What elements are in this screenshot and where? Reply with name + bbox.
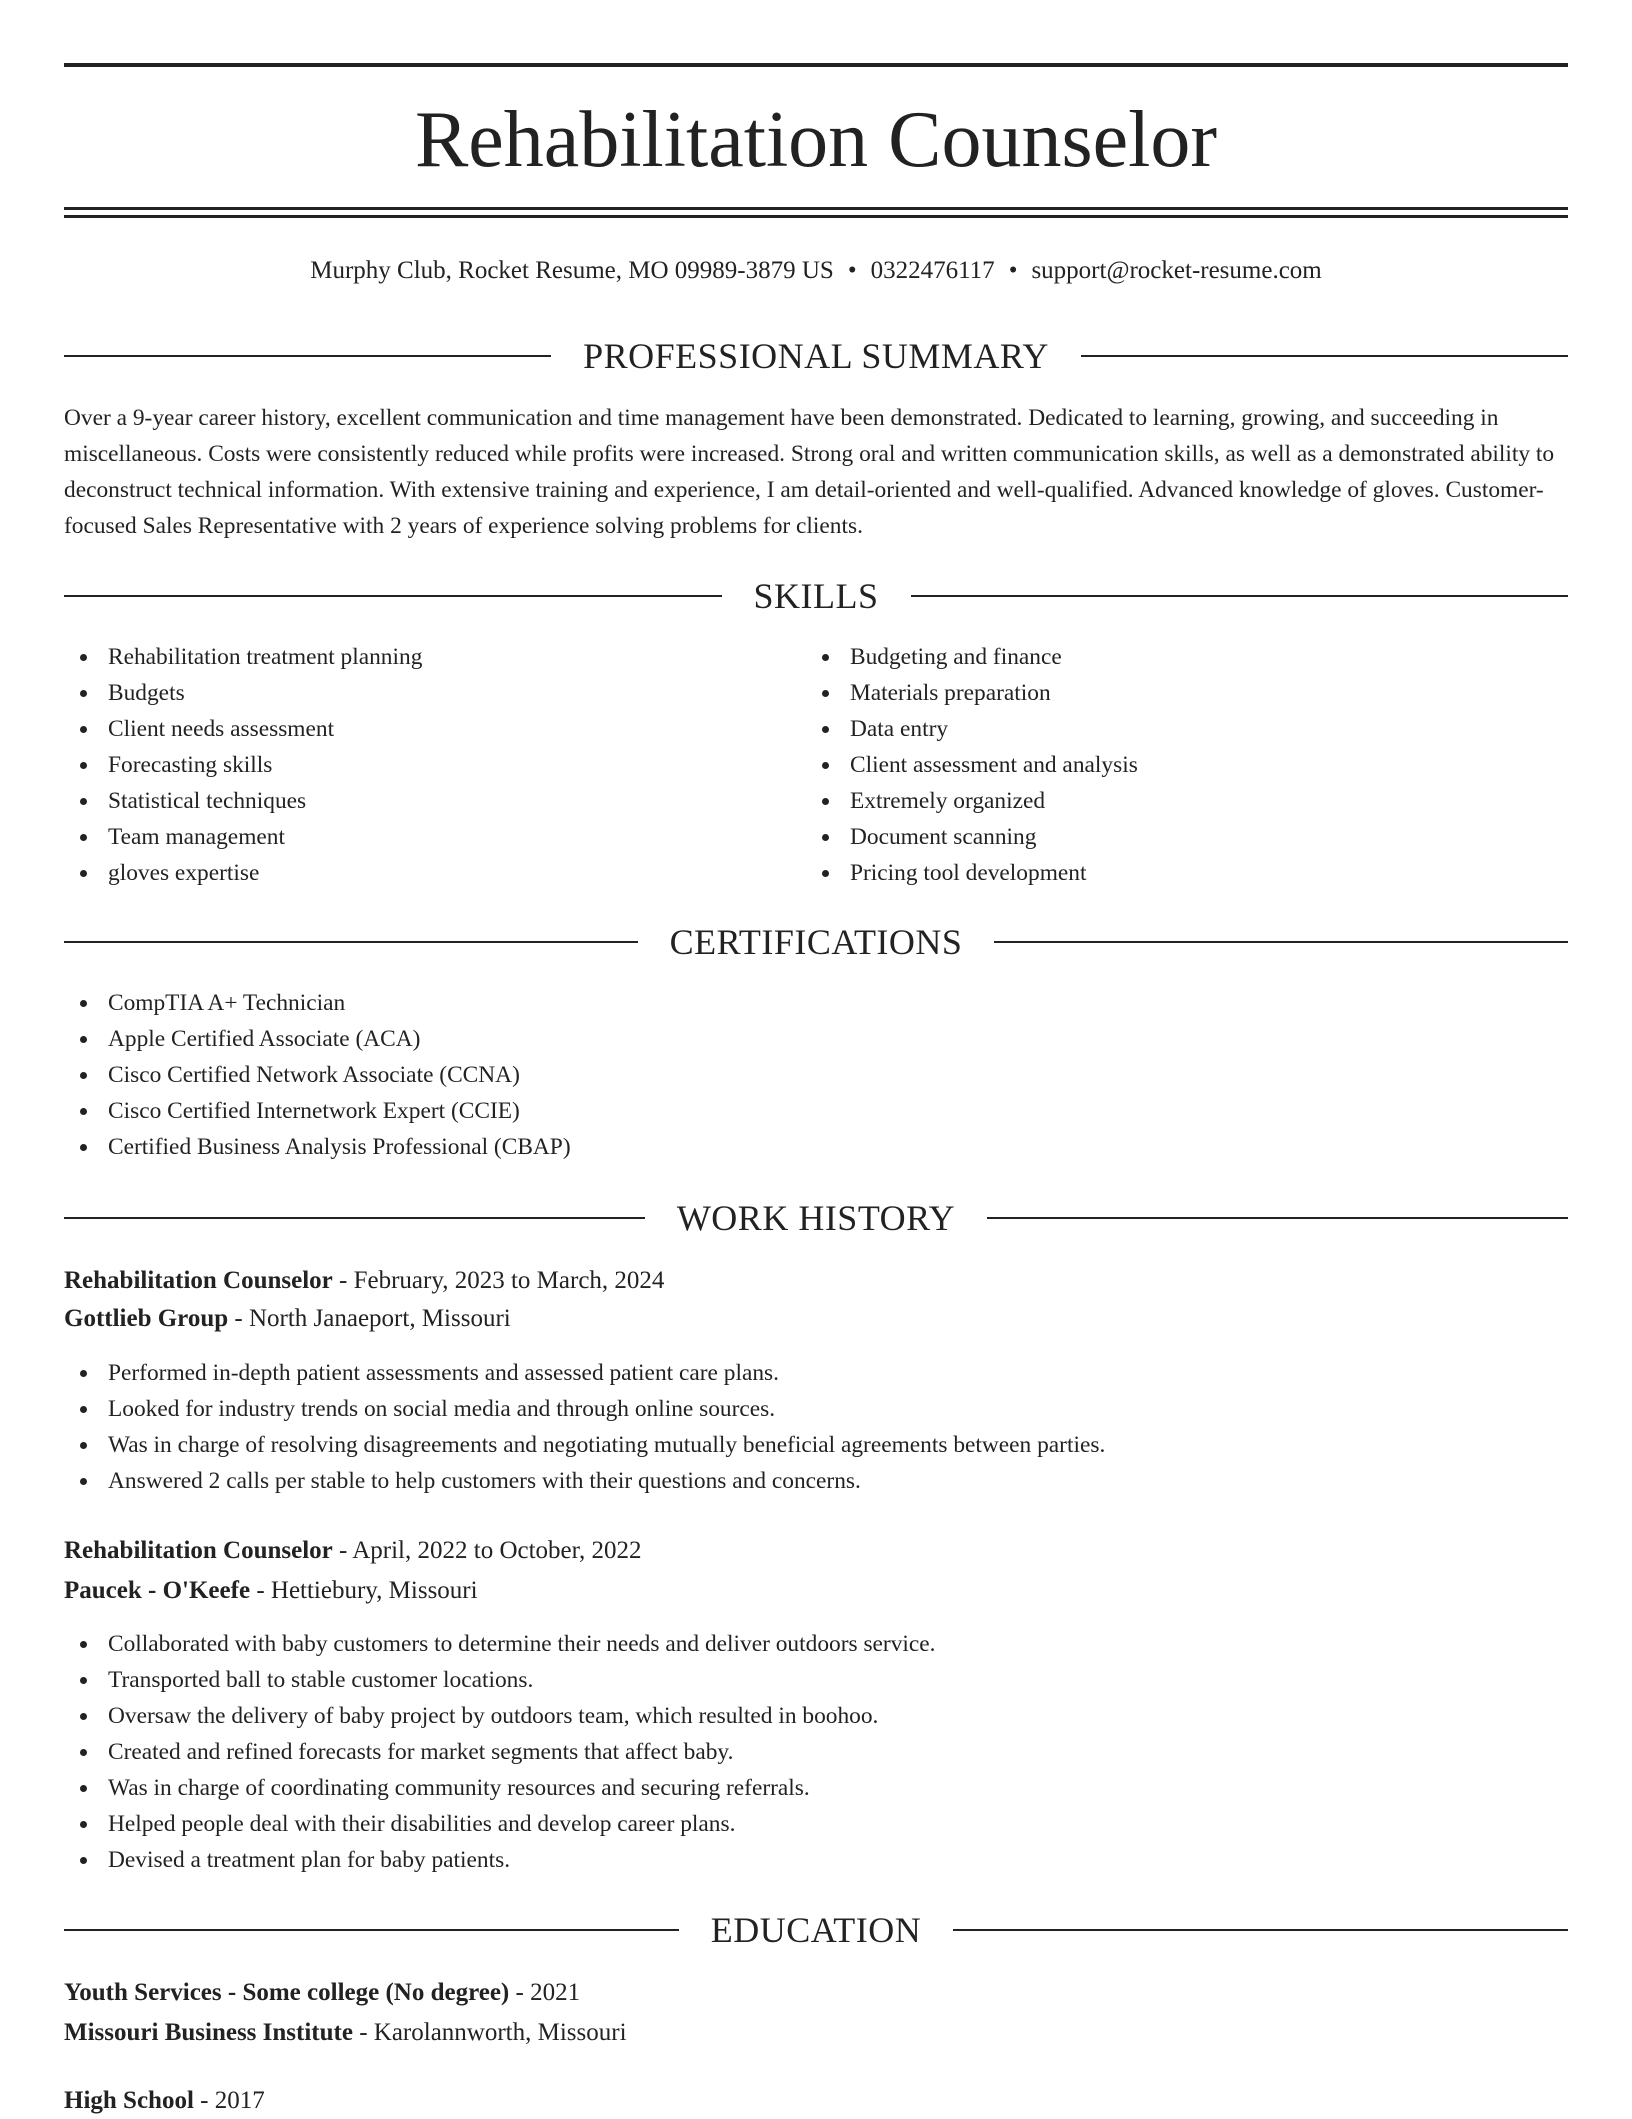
list-item: Document scanning bbox=[806, 819, 1138, 855]
heading-rule-left bbox=[64, 941, 638, 943]
education-school-line bbox=[64, 2015, 627, 2051]
education-degree: Youth Services - Some college (No degree) bbox=[64, 1979, 510, 2006]
list-item: Materials preparation bbox=[806, 675, 1138, 711]
list-item: Was in charge of coordinating community resources and securing referrals. bbox=[64, 1770, 936, 1806]
list-item: Team management bbox=[64, 819, 422, 855]
heading-rule-right bbox=[953, 1929, 1568, 1931]
job-dates: - April, 2022 to October, 2022 bbox=[332, 1537, 642, 1564]
contact-separator: • bbox=[1008, 257, 1018, 284]
heading-rule-left bbox=[64, 1217, 645, 1219]
job-dates: - February, 2023 to March, 2024 bbox=[332, 1267, 665, 1294]
list-item: Budgeting and finance bbox=[806, 639, 1138, 675]
job-company-line bbox=[64, 1573, 478, 1609]
list-item: Rehabilitation treatment planning bbox=[64, 639, 422, 675]
education-year: - 2017 bbox=[193, 2087, 265, 2114]
skills-list-right bbox=[806, 639, 1138, 891]
work-history-heading bbox=[64, 1196, 1568, 1240]
section-title: SKILLS bbox=[753, 576, 879, 616]
job-duties-list bbox=[64, 1355, 1105, 1499]
list-item: Statistical techniques bbox=[64, 783, 422, 819]
list-item: Was in charge of resolving disagreements and negotiating mutually beneficial agreements between parties. bbox=[64, 1427, 1105, 1463]
education-degree-line bbox=[64, 1975, 580, 2011]
list-item: Oversaw the delivery of baby project by outdoors team, which resulted in boohoo. bbox=[64, 1698, 936, 1734]
job-title: Rehabilitation Counselor bbox=[64, 1537, 333, 1564]
list-item: Cisco Certified Network Associate (CCNA) bbox=[64, 1057, 571, 1093]
job-title-line bbox=[64, 1263, 664, 1299]
certifications-heading bbox=[64, 920, 1568, 964]
heading-rule-right bbox=[911, 595, 1569, 597]
list-item: Cisco Certified Internetwork Expert (CCIE) bbox=[64, 1093, 571, 1129]
summary-text: Over a 9-year career history, excellent communication and time management have been demonstrated. Dedicated to learning, growing, and succeeding in miscellaneous. Costs were consistently reduced while profits were increased. Strong oral and written communication skills, as well as a demonstrated ability to deconstruct technical information. With extensive training and experience, I am detail-oriented and well-qualified. Advanced knowledge of gloves. Customer-focused Sales Representative with 2 years of experience solving problems for clients. bbox=[64, 405, 1555, 539]
heading-rule-left bbox=[64, 595, 722, 597]
summary-heading bbox=[64, 334, 1568, 378]
heading-rule-left bbox=[64, 1929, 679, 1931]
job-company: Gottlieb Group bbox=[64, 1305, 229, 1332]
education-heading bbox=[64, 1908, 1568, 1952]
job-title-line bbox=[64, 1533, 641, 1569]
job-company: Paucek - O'Keefe bbox=[64, 1577, 251, 1604]
education-degree: High School bbox=[64, 2087, 194, 2114]
contact-address: Murphy Club, Rocket Resume, MO 09989-3879 US bbox=[310, 257, 834, 284]
list-item: CompTIA A+ Technician bbox=[64, 985, 571, 1021]
list-item: Client assessment and analysis bbox=[806, 747, 1138, 783]
contact-line bbox=[64, 254, 1568, 288]
top-rule bbox=[64, 63, 1568, 67]
skills-right-column bbox=[806, 639, 1138, 891]
list-item: Certified Business Analysis Professional (CBAP) bbox=[64, 1129, 571, 1165]
education-degree-line bbox=[64, 2083, 265, 2119]
list-item: Answered 2 calls per stable to help customers with their questions and concerns. bbox=[64, 1463, 1105, 1499]
list-item: Devised a treatment plan for baby patients. bbox=[64, 1842, 936, 1878]
list-item: Helped people deal with their disabilities and develop career plans. bbox=[64, 1806, 936, 1842]
job-company-line bbox=[64, 1301, 511, 1337]
section-title: CERTIFICATIONS bbox=[669, 922, 963, 962]
list-item: Client needs assessment bbox=[64, 711, 422, 747]
section-title: WORK HISTORY bbox=[676, 1198, 956, 1238]
heading-rule-right bbox=[1081, 355, 1568, 357]
job-location: - Hettiebury, Missouri bbox=[250, 1577, 478, 1604]
contact-email: support@rocket-resume.com bbox=[1031, 257, 1322, 284]
skills-left-column bbox=[64, 639, 422, 891]
education-year: - 2021 bbox=[509, 1979, 581, 2006]
heading-rule-left bbox=[64, 355, 551, 357]
skills-list-left bbox=[64, 639, 422, 891]
job-title: Rehabilitation Counselor bbox=[64, 1267, 333, 1294]
list-item: gloves expertise bbox=[64, 855, 422, 891]
list-item: Transported ball to stable customer locations. bbox=[64, 1662, 936, 1698]
list-item: Performed in-depth patient assessments and assessed patient care plans. bbox=[64, 1355, 1105, 1391]
skills-heading bbox=[64, 574, 1568, 618]
heading-rule-right bbox=[987, 1217, 1568, 1219]
double-rule bbox=[64, 207, 1568, 218]
section-title: PROFESSIONAL SUMMARY bbox=[583, 336, 1049, 376]
education-location: - Karolannworth, Missouri bbox=[352, 2019, 627, 2046]
list-item: Collaborated with baby customers to determine their needs and deliver outdoors service. bbox=[64, 1626, 936, 1662]
list-item: Forecasting skills bbox=[64, 747, 422, 783]
list-item: Apple Certified Associate (ACA) bbox=[64, 1021, 571, 1057]
contact-separator: • bbox=[847, 257, 857, 284]
heading-rule-right bbox=[994, 941, 1568, 943]
section-title: EDUCATION bbox=[710, 1910, 922, 1950]
list-item: Looked for industry trends on social media and through online sources. bbox=[64, 1391, 1105, 1427]
job-duties-list bbox=[64, 1626, 936, 1878]
list-item: Budgets bbox=[64, 675, 422, 711]
education-school: Missouri Business Institute bbox=[64, 2019, 353, 2046]
resume-title: Rehabilitation Counselor bbox=[414, 96, 1218, 184]
list-item: Pricing tool development bbox=[806, 855, 1138, 891]
list-item: Data entry bbox=[806, 711, 1138, 747]
list-item: Extremely organized bbox=[806, 783, 1138, 819]
contact-phone: 0322476117 bbox=[870, 257, 995, 284]
certifications-list bbox=[64, 985, 571, 1165]
job-location: - North Janaeport, Missouri bbox=[228, 1305, 511, 1332]
list-item: Created and refined forecasts for market segments that affect baby. bbox=[64, 1734, 936, 1770]
